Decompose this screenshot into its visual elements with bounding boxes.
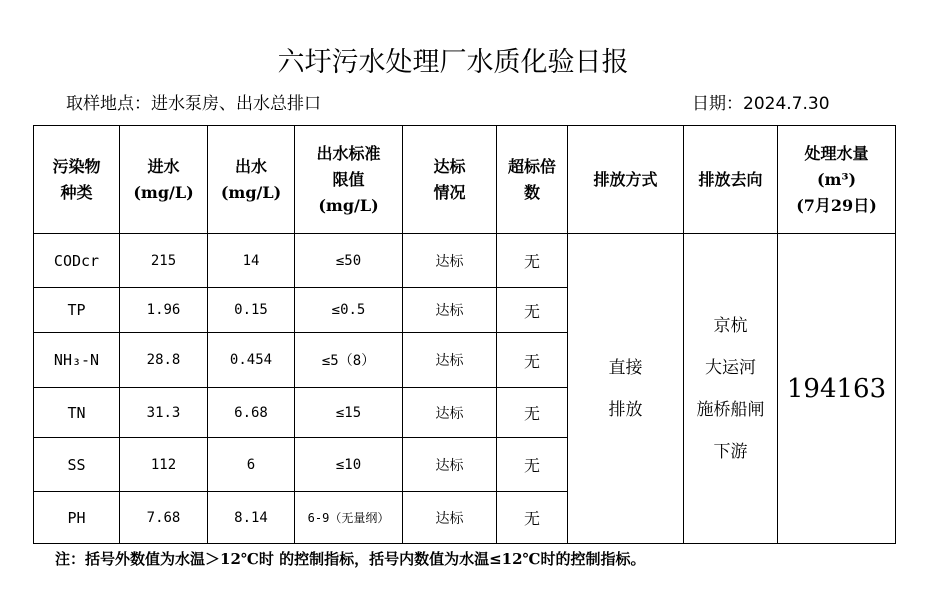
status-cell: 达标	[403, 388, 497, 438]
outflow-cell: 6	[208, 438, 295, 492]
limit-cell: ≤15	[295, 388, 403, 438]
inflow-cell: 215	[120, 234, 208, 288]
pollutant-cell: CODcr	[34, 234, 120, 288]
exceed-cell: 无	[497, 492, 568, 544]
pollutant-cell: SS	[34, 438, 120, 492]
pollutant-cell: TN	[34, 388, 120, 438]
header-pollutant: 污染物 种类	[34, 126, 120, 234]
header-limit: 出水标准 限值 (mg/L)	[295, 126, 403, 234]
water-quality-table	[33, 125, 896, 544]
outflow-cell: 0.15	[208, 288, 295, 333]
outflow-cell: 8.14	[208, 492, 295, 544]
inflow-cell: 28.8	[120, 333, 208, 388]
header-inflow: 进水 (mg/L)	[120, 126, 208, 234]
pollutant-cell: TP	[34, 288, 120, 333]
pollutant-cell: NH₃-N	[34, 333, 120, 388]
exceed-cell: 无	[497, 234, 568, 288]
exceed-cell: 无	[497, 438, 568, 492]
table-header-row	[34, 126, 896, 234]
header-outflow: 出水 (mg/L)	[208, 126, 295, 234]
exceed-cell: 无	[497, 388, 568, 438]
header-compliance: 达标 情况	[403, 126, 497, 234]
header-volume: 处理水量 (m³) (7月29日)	[778, 126, 896, 234]
inflow-cell: 1.96	[120, 288, 208, 333]
table-row	[34, 234, 896, 288]
outflow-cell: 14	[208, 234, 295, 288]
header-exceed: 超标倍 数	[497, 126, 568, 234]
sampling-location: 取样地点：进水泵房、出水总排口	[66, 94, 321, 114]
status-cell: 达标	[403, 333, 497, 388]
header-discharge-direction: 排放去向	[684, 126, 778, 234]
outflow-cell: 0.454	[208, 333, 295, 388]
status-cell: 达标	[403, 288, 497, 333]
status-cell: 达标	[403, 492, 497, 544]
header-discharge-method: 排放方式	[568, 126, 684, 234]
discharge-method-cell: 直接 排放	[568, 234, 684, 544]
limit-cell: ≤10	[295, 438, 403, 492]
inflow-cell: 31.3	[120, 388, 208, 438]
inflow-cell: 112	[120, 438, 208, 492]
inflow-cell: 7.68	[120, 492, 208, 544]
status-cell: 达标	[403, 234, 497, 288]
limit-cell: ≤0.5	[295, 288, 403, 333]
exceed-cell: 无	[497, 333, 568, 388]
discharge-direction-cell: 京杭 大运河 施桥船闸 下游	[684, 234, 778, 544]
limit-cell: 6-9（无量纲）	[295, 492, 403, 544]
footnote: 注：括号外数值为水温＞12℃时 的控制指标，括号内数值为水温≤12℃时的控制指标。	[55, 550, 646, 568]
status-cell: 达标	[403, 438, 497, 492]
volume-cell: 194163	[778, 234, 896, 544]
limit-cell: ≤5（8）	[295, 333, 403, 388]
exceed-cell: 无	[497, 288, 568, 333]
report-date: 日期：2024.7.30	[692, 94, 830, 114]
outflow-cell: 6.68	[208, 388, 295, 438]
pollutant-cell: PH	[34, 492, 120, 544]
report-title: 六圩污水处理厂水质化验日报	[277, 47, 629, 78]
limit-cell: ≤50	[295, 234, 403, 288]
